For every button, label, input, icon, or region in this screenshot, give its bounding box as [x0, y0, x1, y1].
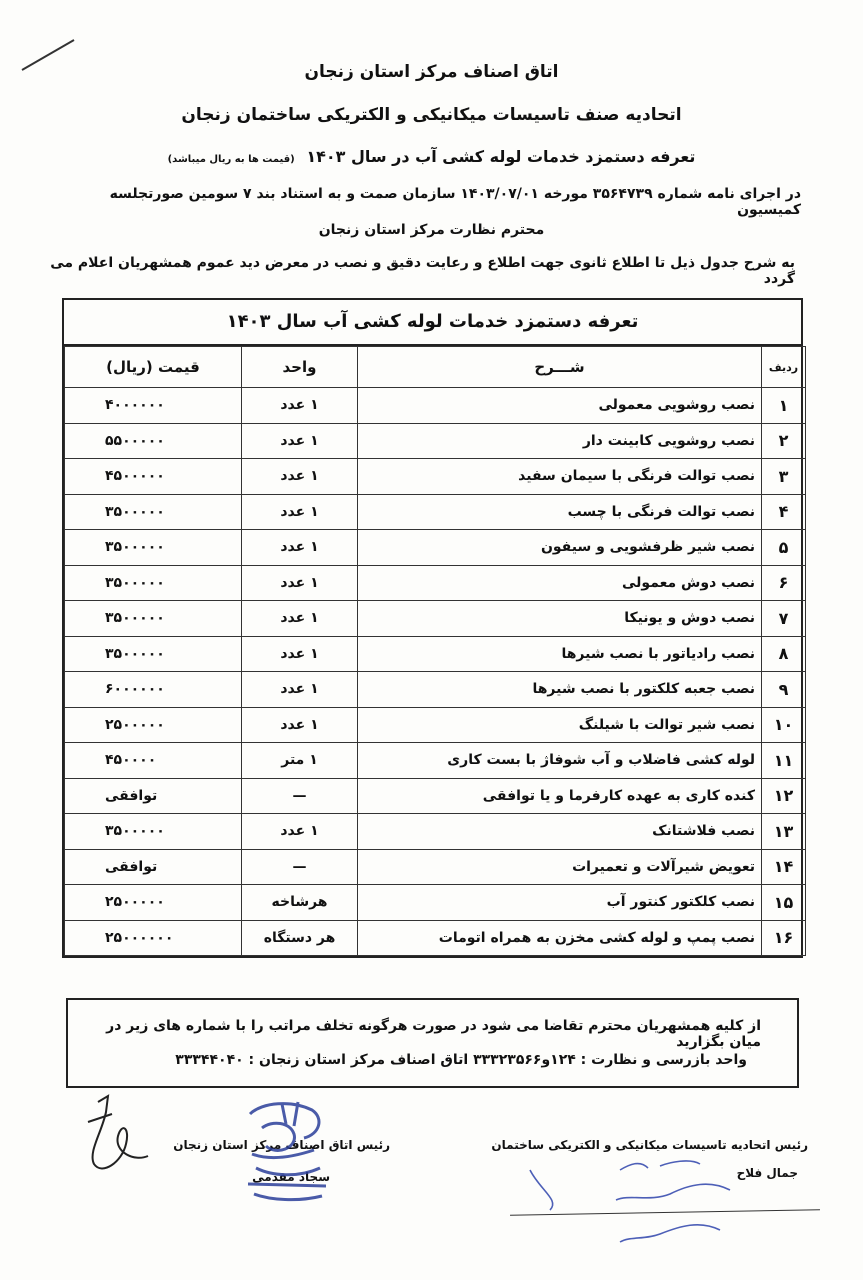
table-row [65, 849, 806, 885]
row-price: ۵۵۰۰۰۰۰ [65, 423, 242, 459]
table-row [65, 885, 806, 921]
header-index: ردیف [762, 347, 806, 388]
row-description: نصب شیر ظرفشویی و سیفون [358, 530, 762, 566]
header-price: قیمت (ریال) [65, 347, 242, 388]
row-price: ۲۵۰۰۰۰۰۰ [65, 920, 242, 956]
union-head-title: رئیس اتحادیه تاسیسات میکانیکی و الکتریکی ساختمان [491, 1138, 808, 1152]
row-description: نصب رادیاتور با نصب شیرها [358, 636, 762, 672]
row-description: نصب شیر توالت با شیلنگ [358, 707, 762, 743]
row-index: ۱۴ [762, 849, 806, 885]
row-unit: ۱ عدد [242, 707, 358, 743]
row-price: ۳۵۰۰۰۰۰ [65, 814, 242, 850]
table-row [65, 814, 806, 850]
table-row [65, 494, 806, 530]
row-description: نصب دوش و یونیکا [358, 601, 762, 637]
row-unit: ۱ عدد [242, 565, 358, 601]
table-row [65, 707, 806, 743]
header-tariff-title [60, 147, 803, 166]
union-head-name: جمال فلاح [736, 1166, 798, 1180]
row-price: توافقی [65, 778, 242, 814]
row-unit: ۱ عدد [242, 530, 358, 566]
table-row [65, 565, 806, 601]
notice-line-1: از کلیه همشهریان محترم تقاضا می شود در صورت هرگونه تخلف مراتب را با شماره های زیر در میان بگزارید [106, 1018, 761, 1050]
row-index: ۵ [762, 530, 806, 566]
chamber-head-name: سجاد مقدمی [252, 1170, 330, 1184]
row-index: ۱۳ [762, 814, 806, 850]
table-row [65, 636, 806, 672]
row-unit: ۱ عدد [242, 672, 358, 708]
row-unit: ۱ عدد [242, 459, 358, 495]
row-index: ۹ [762, 672, 806, 708]
row-description: نصب توالت فرنگی با چسب [358, 494, 762, 530]
tariff-grid [64, 346, 806, 956]
row-description: لوله کشی فاضلاب و آب شوفاژ با بست کاری [358, 743, 762, 779]
row-description: نصب کلکتور کنتور آب [358, 885, 762, 921]
row-unit: ۱ عدد [242, 423, 358, 459]
row-index: ۸ [762, 636, 806, 672]
row-index: ۶ [762, 565, 806, 601]
table-row [65, 459, 806, 495]
row-index: ۱۵ [762, 885, 806, 921]
row-description: نصب پمپ و لوله کشی مخزن به همراه اتومات [358, 920, 762, 956]
row-price: ۶۰۰۰۰۰۰ [65, 672, 242, 708]
chamber-head-handwritten-signature [78, 1092, 158, 1182]
row-description: نصب دوش معمولی [358, 565, 762, 601]
chamber-head-title: رئیس اتاق اصناف مرکز استان زنجان [173, 1138, 390, 1152]
row-index: ۱۰ [762, 707, 806, 743]
intro-line-2: محترم نظارت مرکز استان زنجان [318, 222, 545, 238]
header-unit: واحد [242, 347, 358, 388]
row-price: ۴۵۰۰۰۰ [65, 743, 242, 779]
table-row [65, 530, 806, 566]
row-price: توافقی [65, 849, 242, 885]
table-row [65, 672, 806, 708]
table-header-row [65, 347, 806, 388]
row-price: ۳۵۰۰۰۰۰ [65, 530, 242, 566]
row-price: ۲۵۰۰۰۰۰ [65, 885, 242, 921]
intro-line-3: به شرح جدول ذیل تا اطلاع ثانوی جهت اطلاع و رعایت دقیق و نصب در معرض دید عموم همشهریان اعلام می گردد [50, 255, 795, 287]
row-price: ۴۰۰۰۰۰۰ [65, 388, 242, 424]
row-index: ۱۶ [762, 920, 806, 956]
row-index: ۱ [762, 388, 806, 424]
row-index: ۷ [762, 601, 806, 637]
row-unit: — [242, 849, 358, 885]
table-title: تعرفه دستمزد خدمات لوله کشی آب سال ۱۴۰۳ [64, 300, 801, 346]
row-description: نصب روشویی کابینت دار [358, 423, 762, 459]
row-price: ۳۵۰۰۰۰۰ [65, 636, 242, 672]
row-unit: — [242, 778, 358, 814]
complaint-notice-box [66, 998, 799, 1088]
row-index: ۱۱ [762, 743, 806, 779]
table-row [65, 423, 806, 459]
row-index: ۲ [762, 423, 806, 459]
row-unit: ۱ عدد [242, 814, 358, 850]
row-unit: هر دستگاه [242, 920, 358, 956]
table-row [65, 601, 806, 637]
row-description: نصب جعبه کلکتور با نصب شیرها [358, 672, 762, 708]
header-description: شـــرح [358, 347, 762, 388]
row-description: تعویض شیرآلات و تعمیرات [358, 849, 762, 885]
row-unit: ۱ عدد [242, 601, 358, 637]
row-price: ۲۵۰۰۰۰۰ [65, 707, 242, 743]
row-description: نصب فلاشتانک [358, 814, 762, 850]
row-unit: ۱ عدد [242, 388, 358, 424]
row-price: ۳۵۰۰۰۰۰ [65, 494, 242, 530]
header-union-title: اتحادیه صنف تاسیسات میکانیکی و الکتریکی ساختمان زنجان [181, 105, 682, 125]
row-description: کنده کاری به عهده کارفرما و یا توافقی [358, 778, 762, 814]
chamber-stamp-logo [232, 1094, 342, 1214]
tariff-table [62, 298, 803, 958]
notice-line-2: واحد بازرسی و نظارت : ۱۲۴و۳۳۳۲۳۵۶۶ اتاق اصناف مرکز استان زنجان : ۳۳۳۴۴۰۴۰ [175, 1052, 747, 1068]
intro-line-1: در اجرای نامه شماره ۳۵۶۴۷۳۹ مورخه ۱۴۰۳/۰۷/۰۱ سازمان صمت و به استناد بند ۷ سومین صورتجلسه کمیسیون [109, 186, 801, 218]
row-index: ۴ [762, 494, 806, 530]
header-tariff-text: تعرفه دستمزد خدمات لوله کشی آب در سال ۱۴۰۳ [306, 147, 696, 166]
row-index: ۱۲ [762, 778, 806, 814]
row-unit: ۱ عدد [242, 636, 358, 672]
header-price-note: (قیمت ها به ریال میباشد) [167, 154, 295, 165]
row-unit: ۱ عدد [242, 494, 358, 530]
row-description: نصب روشویی معمولی [358, 388, 762, 424]
row-price: ۳۵۰۰۰۰۰ [65, 601, 242, 637]
row-unit: ۱ متر [242, 743, 358, 779]
row-unit: هرشاخه [242, 885, 358, 921]
row-index: ۳ [762, 459, 806, 495]
table-row [65, 743, 806, 779]
header-chamber-title: اتاق اصناف مرکز استان زنجان [304, 62, 559, 82]
row-price: ۴۵۰۰۰۰۰ [65, 459, 242, 495]
table-row [65, 388, 806, 424]
table-row [65, 920, 806, 956]
row-description: نصب توالت فرنگی با سیمان سفید [358, 459, 762, 495]
row-price: ۳۵۰۰۰۰۰ [65, 565, 242, 601]
table-row [65, 778, 806, 814]
union-head-handwritten-signature [520, 1150, 750, 1250]
